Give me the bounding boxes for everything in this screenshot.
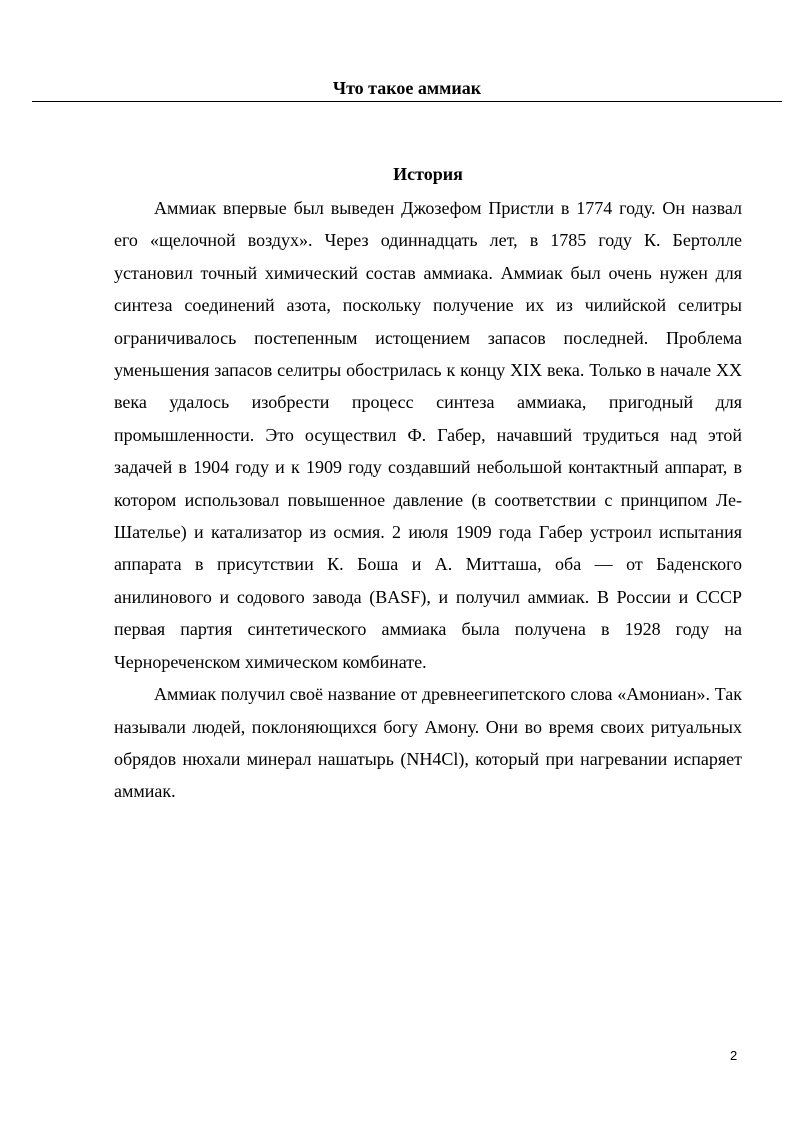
- header-divider: [32, 101, 782, 102]
- document-header-title: Что такое аммиак: [332, 78, 482, 98]
- paragraph: Аммиак получил своё название от древнеегипетского слова «Амониан». Так называли людей, поклоняющихся богу Амону. Они во время своих ритуальных обрядов нюхали минерал нашатырь (NH4Cl), который при нагревании испаряет аммиак.: [114, 684, 742, 802]
- paragraph: Аммиак впервые был выведен Джозефом Пристли в 1774 году. Он назвал его «щелочной воздух». Через одиннадцать лет, в 1785 году К. Бертолле установил точный химический состав аммиака. Аммиак был очень нужен для синтеза соединений азота, поскольку получение их из чилийской селитры ограничивалось постепенным истощением запасов последней. Проблема уменьшения запасов селитры обострилась к концу XIX века. Только в начале XX века удалось изобрести процесс синтеза аммиака, пригодный для промышленности. Это осуществил Ф. Габер, начавший трудиться над этой задачей в 1904 году и к 1909 году создавший небольшой контактный аппарат, в котором использовал повышенное давление (в соответствии с принципом Ле-Шателье) и катализатор из осмия. 2 июля 1909 года Габер устроил испытания аппарата в присутствии К. Боша и А. Митташа, оба — от Баденского анилинового и содового завода (BASF), и получил аммиак. В России и СССР первая партия синтетического аммиака была получена в 1928 году на Чернореченском химическом комбинате.: [114, 198, 742, 672]
- section-title: История: [393, 164, 463, 184]
- page-number: 2: [730, 1048, 738, 1063]
- section-body: [114, 192, 742, 808]
